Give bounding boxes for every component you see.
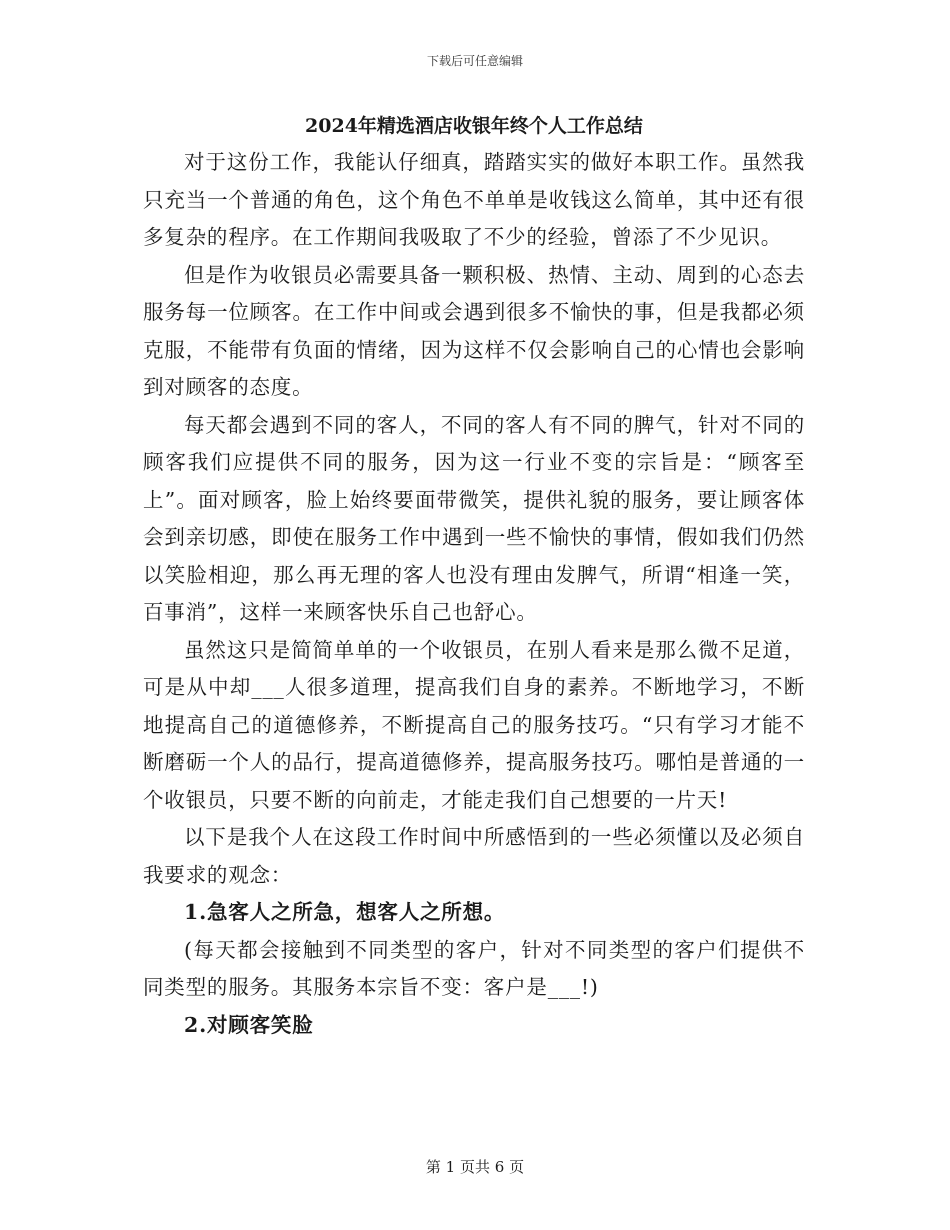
- paragraph-2: 但是作为收银员必需要具备一颗积极、热情、主动、周到的心态去服务每一位顾客。在工作中间或会遇到很多不愉快的事，但是我都必须克服，不能带有负面的情绪，因为这样不仅会影响自己的心情也会影响到对顾客的态度。: [143, 262, 805, 399]
- page-number: 第 1 页共 6 页: [425, 1158, 525, 1176]
- paragraph-1: 对于这份工作，我能认仔细真，踏踏实实的做好本职工作。虽然我只充当一个普通的角色，这个角色不单单是收钱这么简单，其中还有很多复杂的程序。在工作期间我吸取了不少的经验，曾添了不少见识。: [143, 150, 805, 249]
- document-title: 2024年精选酒店收银年终个人工作总结: [305, 115, 643, 137]
- paragraph-4: 虽然这只是简简单单的一个收银员，在别人看来是那么微不足道，可是从中却___人很多道理，提高我们自身的素养。不断地学习，不断地提高自己的道德修养，不断提高自己的服务技巧。“只有学习才能不断磨砺一个人的品行，提高道德修养，提高服务技巧。哪怕是普通的一个收银员，只要不断的向前走，才能走我们自己想要的一片天!: [143, 637, 805, 812]
- header-note: 下载后可任意编辑: [426, 54, 523, 68]
- section-heading-2: 2.对顾客笑脸: [184, 1012, 314, 1037]
- paragraph-5: 以下是我个人在这段工作时间中所感悟到的一些必须懂以及必须自我要求的观念：: [143, 825, 805, 887]
- section-heading-1: 1.急客人之所急，想客人之所想。: [184, 900, 506, 924]
- paragraph-6: (每天都会接触到不同类型的客户，针对不同类型的客户们提供不同类型的服务。其服务本宗旨不变：客户是___!): [143, 937, 805, 999]
- document-body: [143, 110, 805, 1044]
- paragraph-3: 每天都会遇到不同的客人，不同的客人有不同的脾气，针对不同的顾客我们应提供不同的服务，因为这一行业不变的宗旨是：“顾客至上”。面对顾客，脸上始终要面带微笑，提供礼貌的服务，要让顾客体会到亲切感，即使在服务工作中遇到一些不愉快的事情，假如我们仍然以笑脸相迎，那么再无理的客人也没有理由发脾气，所谓“相逢一笑，百事消”，这样一来顾客快乐自己也舒心。: [143, 412, 805, 624]
